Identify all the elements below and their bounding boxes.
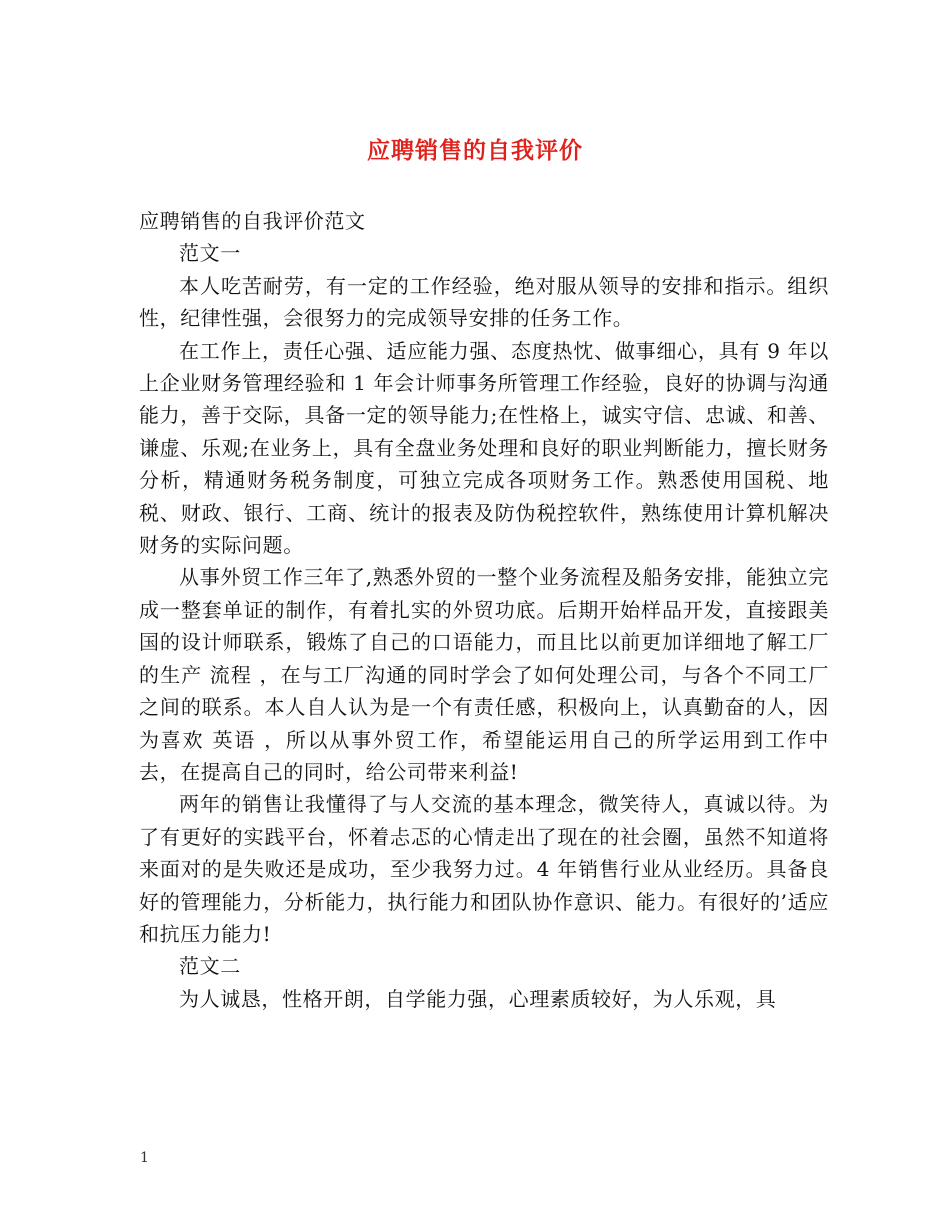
body-paragraph: 为人诚恳，性格开朗，自学能力强，心理素质较好，为人乐观，具 [179,986,777,1011]
page-number: 1 [140,1150,149,1166]
document-title: 应聘销售的自我评价 [367,137,583,164]
body-paragraph: 两年的销售让我懂得了与人交流的基本理念，微笑待人，真诚以待。为了有更好的实践平台，怀着忐忑的心情走出了现在的社会圈，虽然不知道将来面对的是失败还是成功，至少我努力过。4 年销售行业从业经历。具备良好的管理能力，分析能力，执行能力和团队协作意识、能力。有很好的’适应和抗压力能力! [139,792,829,946]
document-body [139,205,829,1015]
body-paragraph: 在工作上，责任心强、适应能力强、态度热忱、做事细心，具有 9 年以上企业财务管理经验和 1 年会计师事务所管理工作经验，良好的协调与沟通能力，善于交际，具备一定的领导能力;在性格上，诚实守信、忠诚、和善、谦虚、乐观;在业务上，具有全盘业务处理和良好的职业判断能力，擅长财务分析，精通财务税务制度，可独立完成各项财务工作。熟悉使用国税、地税、财政、银行、工商、统计的报表及防伪税控软件，熟练使用计算机解决财务的实际问题。 [139,338,829,558]
section-heading-1: 范文一 [179,241,241,266]
section-heading-2: 范文二 [179,954,241,979]
subtitle-paragraph: 应聘销售的自我评价范文 [139,209,366,233]
body-paragraph: 从事外贸工作三年了,熟悉外贸的一整个业务流程及船务安排，能独立完成一整套单证的制作，有着扎实的外贸功底。后期开始样品开发，直接跟美国的设计师联系，锻炼了自己的口语能力，而且比以前更加详细地了解工厂的生产 流程 ，在与工厂沟通的同时学会了如何处理公司，与各个不同工厂之间的联系。本人自人认为是一个有责任感，积极向上，认真勤奋的人，因为喜欢 英语 ，所以从事外贸工作，希望能运用自己的所学运用到工作中去，在提高自己的同时，给公司带来利益! [139,565,829,784]
body-paragraph: 本人吃苦耐劳，有一定的工作经验，绝对服从领导的安排和指示。组织性，纪律性强，会很努力的完成领导安排的任务工作。 [139,273,829,331]
